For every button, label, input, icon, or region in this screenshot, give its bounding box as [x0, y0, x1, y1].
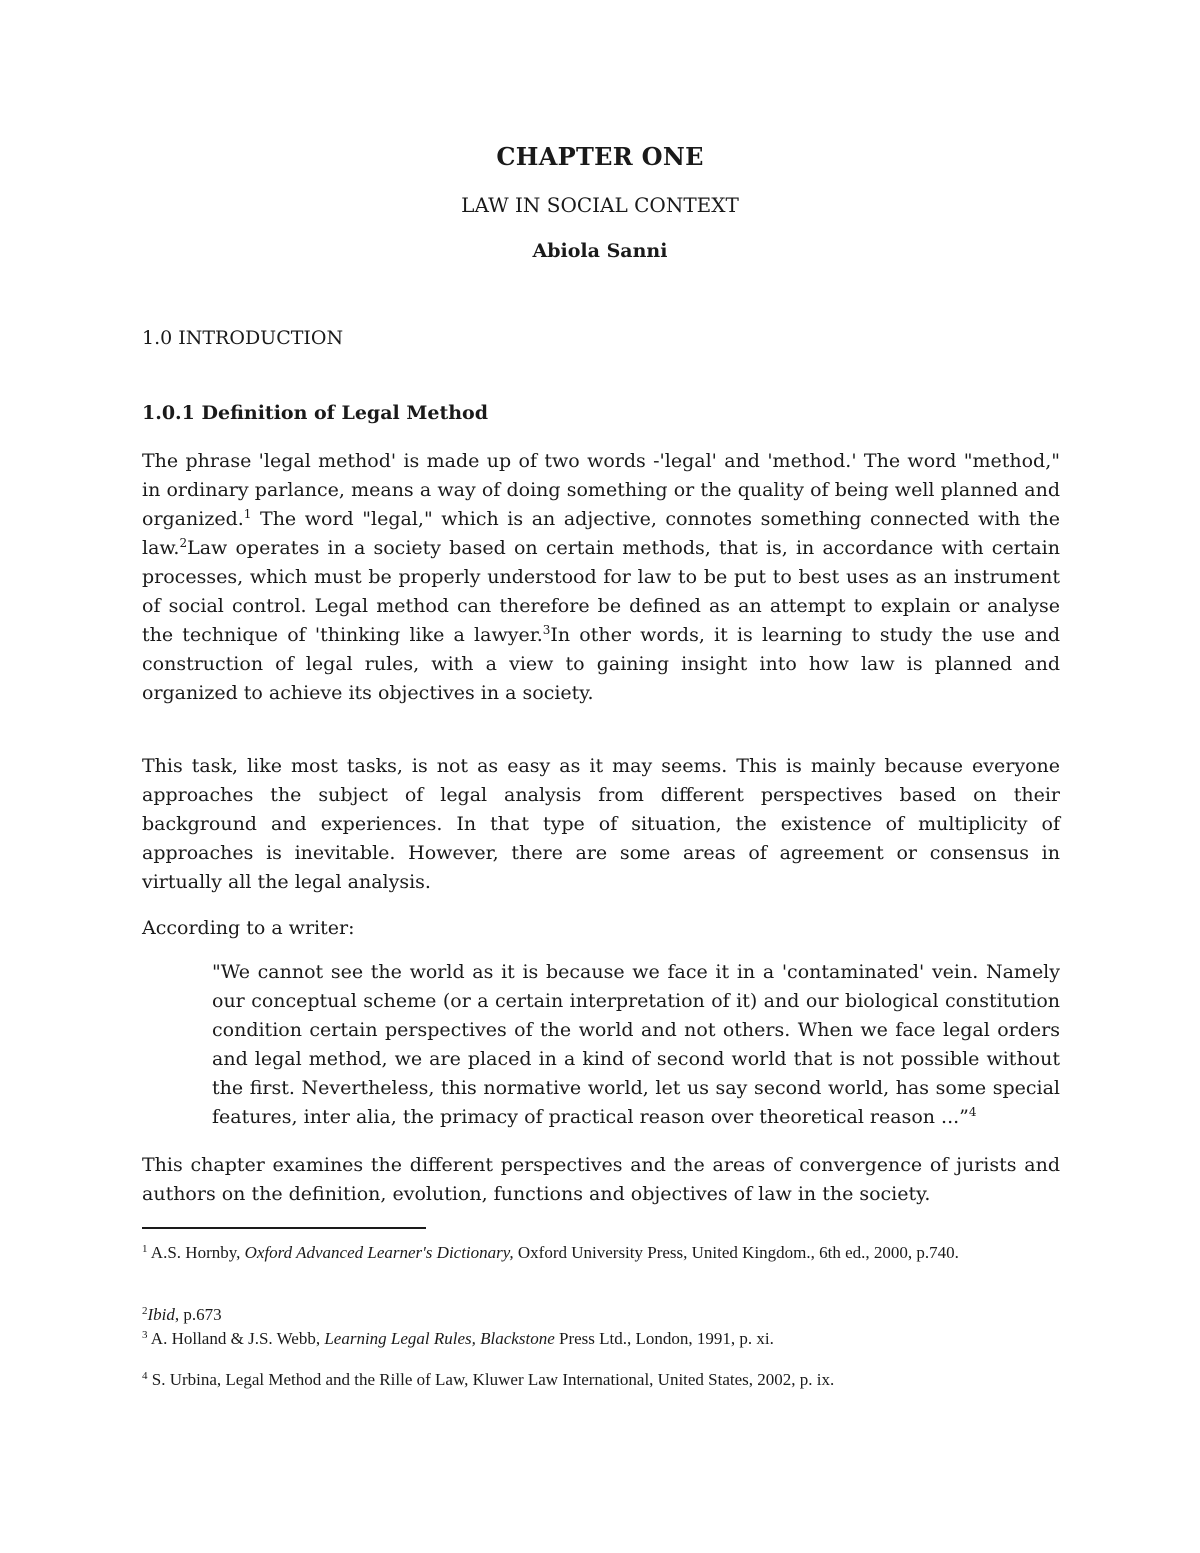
footnote-4 — [142, 1367, 1060, 1392]
chapter-heading: CHAPTER ONE — [496, 142, 704, 171]
section-heading-introduction: 1.0 INTRODUCTION — [142, 327, 344, 349]
footnote-ref-1[interactable]: 1 — [243, 507, 252, 521]
paragraph-text: Law operates in a society based on certain methods, that is, in accordance with certain processes, which must be properly understood for law to be put to best uses as an instrument of social control. Legal method can therefore be defined as an attempt to explain or analyse the technique of 'thinking like a lawyer. — [142, 537, 1060, 646]
footnote-title: Oxford Advanced Learner's Dictionary, — [244, 1243, 514, 1262]
footnote-number: 3 — [142, 1329, 148, 1341]
paragraph-chapter-summary: This chapter examines the different perspectives and the areas of convergence of jurists and authors on the definition, evolution, functions and objectives of law in the society. — [142, 1154, 1060, 1205]
footnote-ref-3[interactable]: 3 — [542, 623, 551, 637]
paragraph-text: In other words, it is learning to study the use and construction of legal rules, with a view to gaining insight into how law is planned and organized to achieve its objectives in a society. — [142, 624, 1060, 704]
footnote-title: Ibid — [147, 1305, 175, 1324]
footnote-title: Learning Legal Rules, Blackstone — [324, 1329, 555, 1348]
paragraph-text: The word "legal," which is an adjective, connotes something connected with the law. — [142, 508, 1060, 559]
footnote-details: , p.673 — [174, 1305, 222, 1324]
footnote-2 — [142, 1302, 1060, 1327]
footnote-number: 4 — [142, 1370, 148, 1382]
footnote-number: 1 — [142, 1243, 148, 1255]
quote-text: "We cannot see the world as it is because we face it in a 'contaminated' vein. Namely our conceptual scheme (or a certain interpretation of it) and our biological constitution condition certain perspectives of the world and not others. When we face legal orders and legal method, we are placed in a kind of second world that is not possible without the first. Nevertheless, this normative world, let us say second world, has some special features, inter alia, the primacy of practical reason over theoretical reason ...” — [212, 961, 1060, 1128]
footnote-separator — [142, 1227, 426, 1229]
paragraph-quote-intro: According to a writer: — [142, 917, 355, 939]
author-name: Abiola Sanni — [532, 240, 668, 262]
footnote-3 — [142, 1326, 1060, 1351]
footnote-author: A. Holland & J.S. Webb, — [147, 1329, 325, 1348]
footnote-details: S. Urbina, Legal Method and the Rille of Law, Kluwer Law International, United States, 2002, p. ix. — [147, 1370, 835, 1389]
paragraph-definition — [142, 447, 1060, 708]
footnote-author: A.S. Hornby, — [147, 1243, 245, 1262]
chapter-title: LAW IN SOCIAL CONTEXT — [461, 193, 739, 217]
paragraph-task: This task, like most tasks, is not as easy as it may seems. This is mainly because everyone approaches the subject of legal analysis from different perspectives based on their background and experiences. In that type of situation, the existence of multiplicity of approaches is inevitable. However, there are some areas of agreement or consensus in virtually all the legal analysis. — [142, 755, 1060, 893]
block-quote — [212, 958, 1060, 1132]
footnote-details: Oxford University Press, United Kingdom., 6th ed., 2000, p.740. — [513, 1243, 959, 1262]
footnote-ref-2[interactable]: 2 — [179, 536, 188, 550]
footnote-1 — [142, 1240, 1060, 1265]
footnote-details: Press Ltd., London, 1991, p. xi. — [554, 1329, 774, 1348]
subsection-heading-definition: 1.0.1 Definition of Legal Method — [142, 402, 489, 424]
footnote-ref-4[interactable]: 4 — [968, 1105, 977, 1119]
paragraph-text: The phrase 'legal method' is made up of two words -'legal' and 'method.' The word "method," in ordinary parlance, means a way of doing something or the quality of being well planned and organized. — [142, 450, 1060, 530]
footnote-number: 2 — [142, 1305, 148, 1317]
